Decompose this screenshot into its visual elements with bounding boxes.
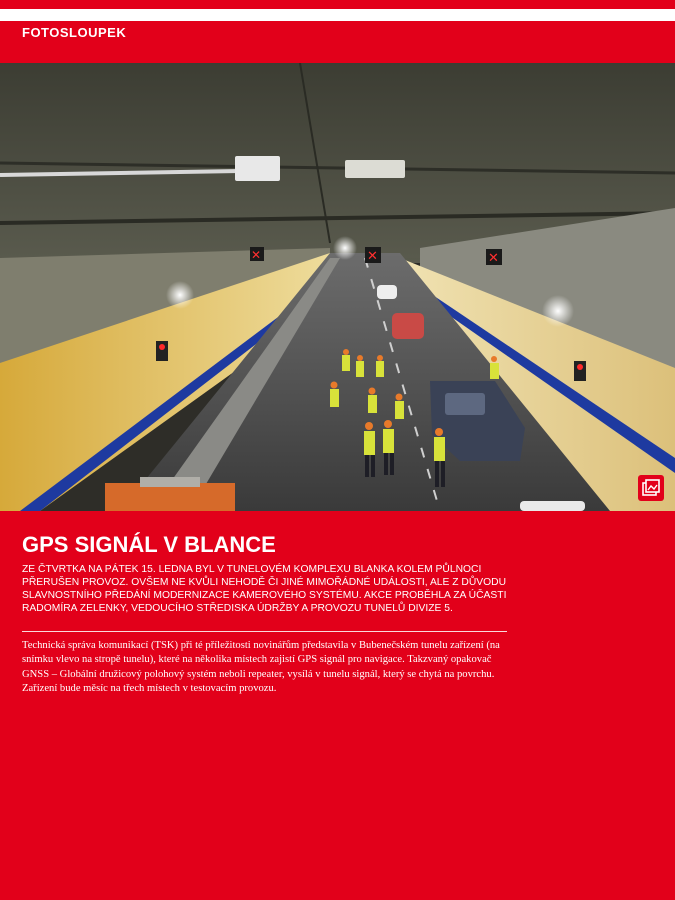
article-title: GPS SIGNÁL V BLANCE (22, 532, 276, 557)
tunnel-photo-illustration (0, 63, 675, 511)
top-white-stripe (0, 9, 675, 21)
gallery-icon[interactable] (638, 475, 664, 501)
tunnel-photo (0, 63, 675, 511)
section-label: FOTOSLOUPEK (22, 25, 127, 40)
svg-text:✕: ✕ (367, 249, 378, 264)
gallery-icon-glyph (638, 475, 664, 501)
svg-text:✕: ✕ (251, 248, 262, 262)
divider (22, 631, 507, 632)
article-lead: ZE ČTVRTKA NA PÁTEK 15. LEDNA BYL V TUNELOVÉM KOMPLEXU BLANKA KOLEM PŮLNOCI PŘERUŠEN PROVOZ. OVŠEM NE KVŮLI NEHODĚ ČI JINÉ MIMOŘÁDNÉ UDÁLOSTI, ALE Z DŮVODU SLAVNOSTNÍHO PŘEDÁNÍ MODERNIZACE KAMEROVÉHO SYSTÉMU. AKCE PROBĚHLA ZA ÚČASTI RADOMÍRA ZELENKY, VEDOUCÍHO STŘEDISKA ÚDRŽBY A PROVOZU TUNELŮ DIVIZE 5. (22, 564, 507, 614)
svg-text:✕: ✕ (488, 251, 499, 266)
top-red-stripe (0, 0, 675, 9)
article-body: Technická správa komunikací (TSK) při té příležitosti novinářům představila v Bubenečském tunelu zařízení (na snímku vlevo na stropě tunelu), které na několika místech zajistí GPS signál pro navigace. Takzvaný opakovač GNSS – Globální družicový polohový systém neboli repeater, vysílá v tunelu signál, který se chytá na povrchu. Zařízení bude měsíc na třech místech v testovacím provozu. (22, 640, 500, 694)
